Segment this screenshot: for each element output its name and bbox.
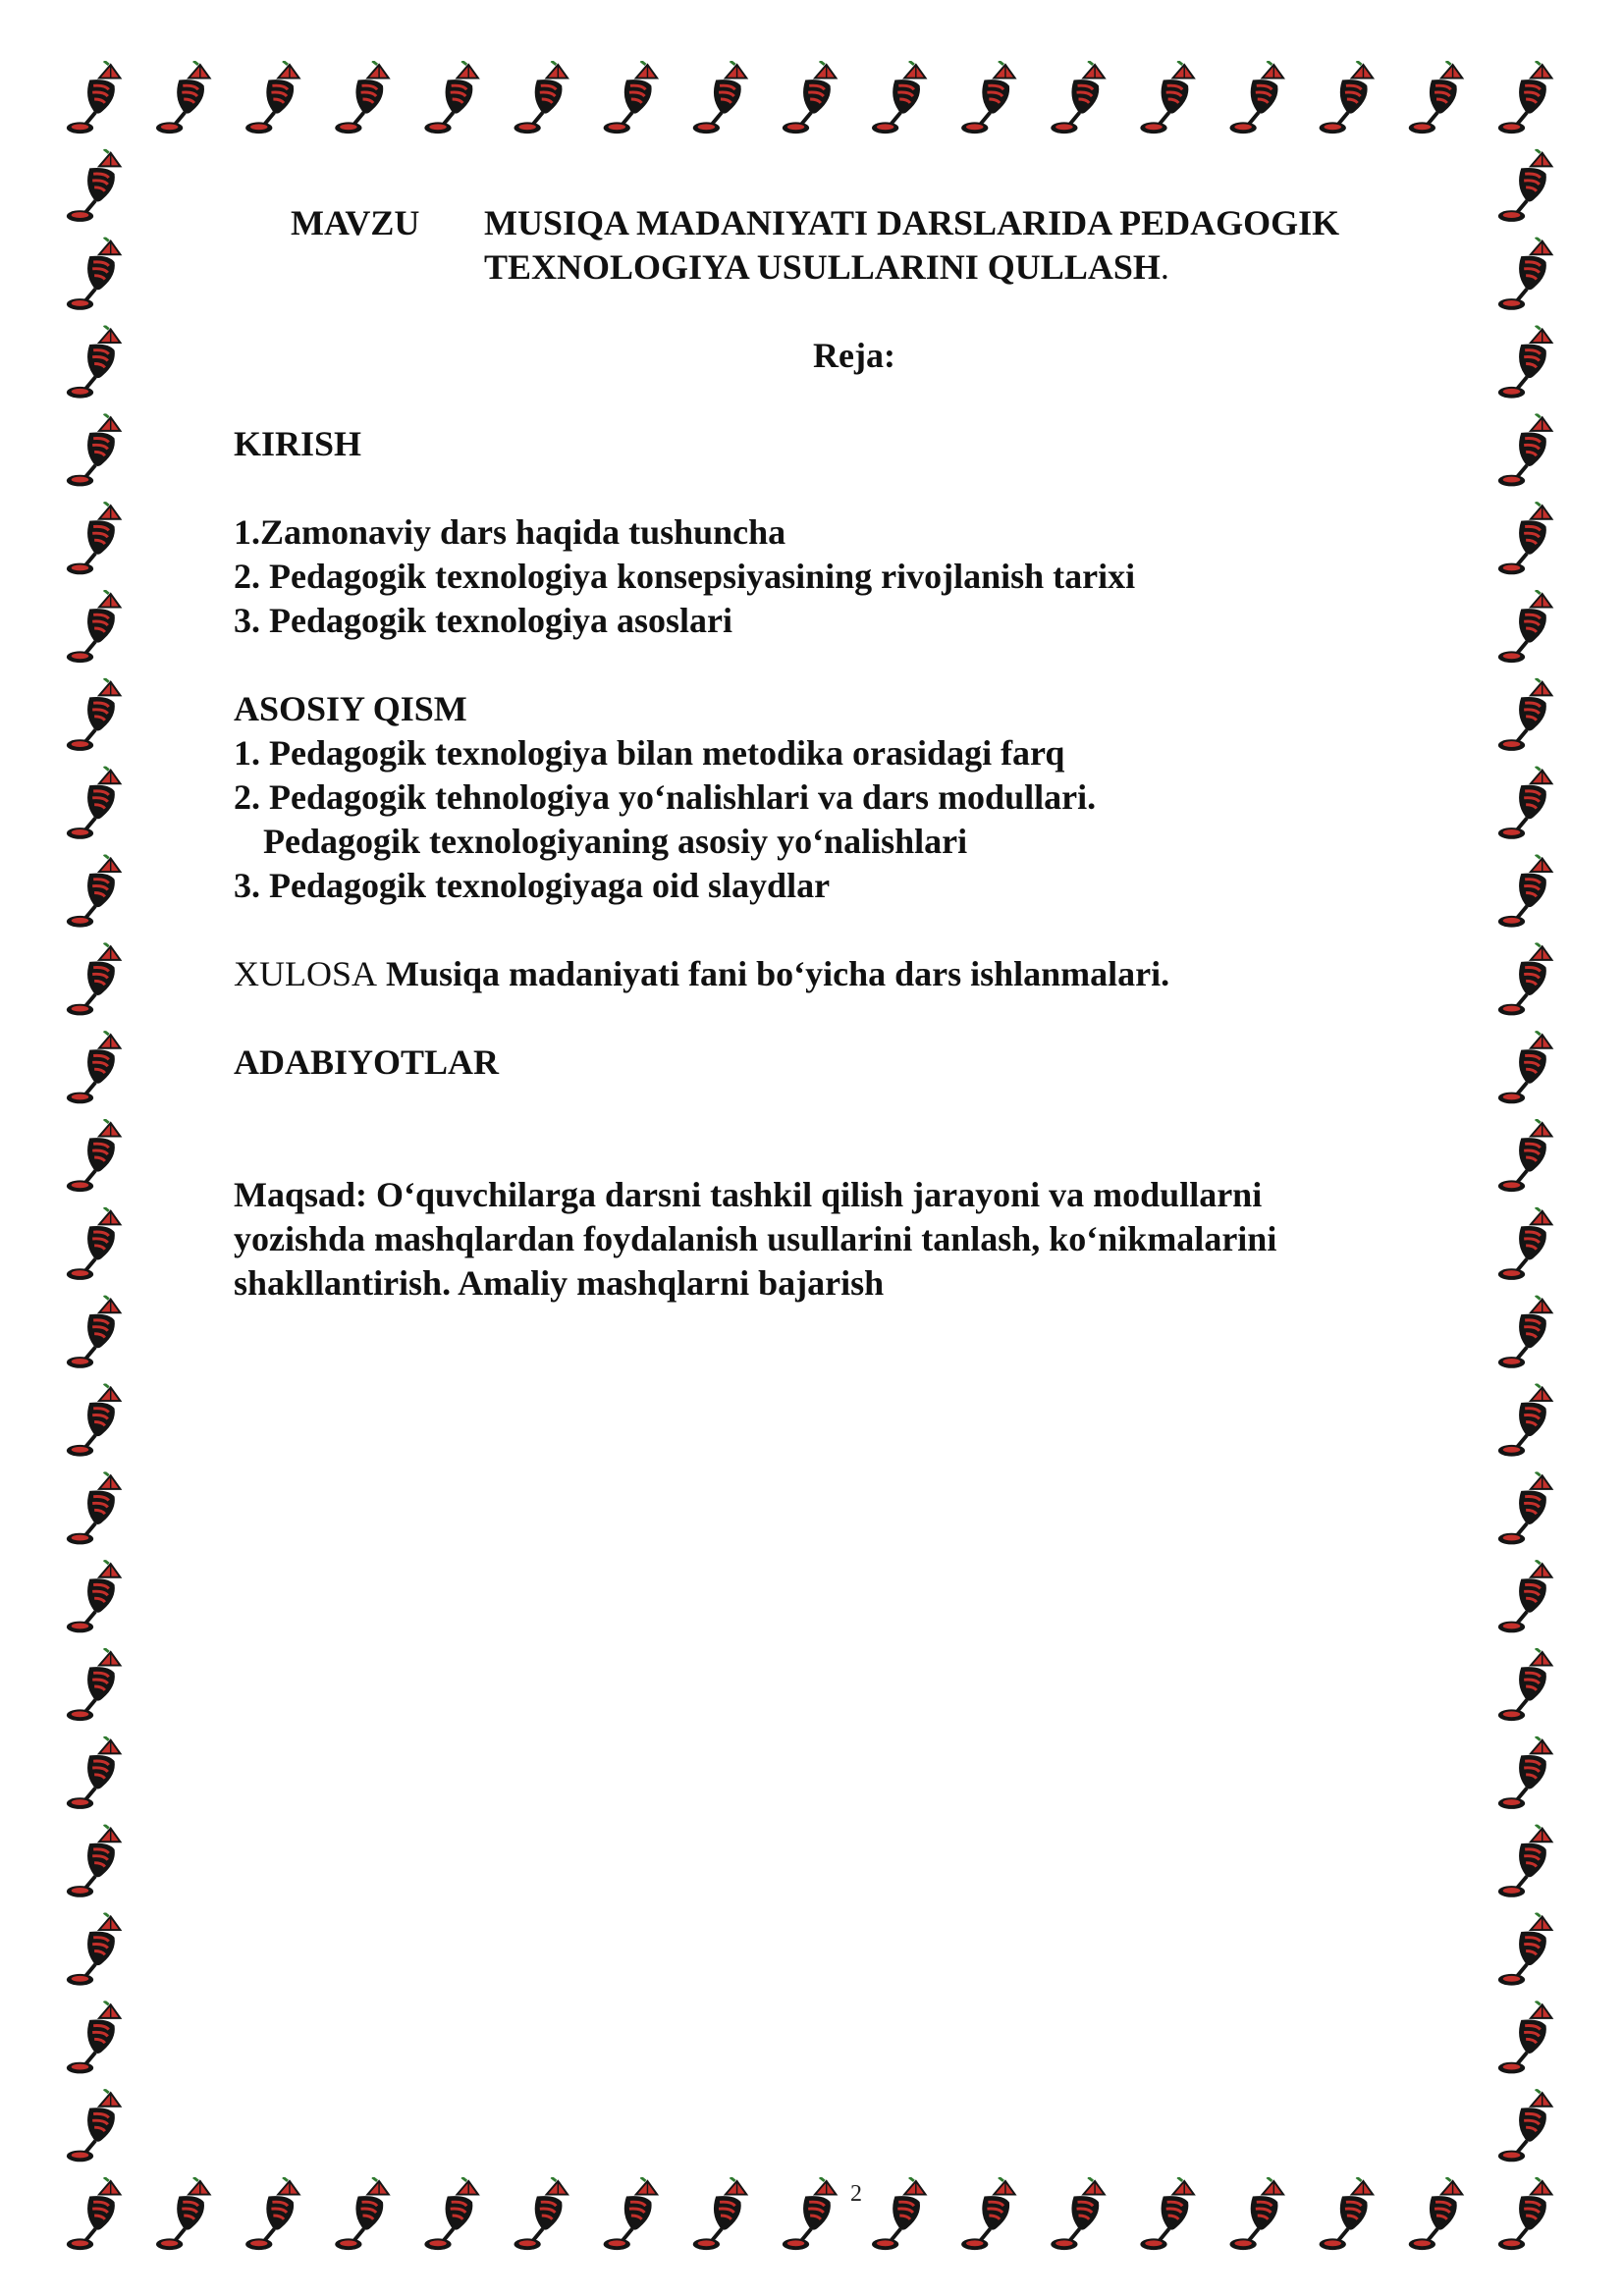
ornament-icon xyxy=(1498,238,1552,310)
ornament-icon xyxy=(67,1913,121,1986)
ornament-icon xyxy=(1140,61,1194,133)
ornament-icon xyxy=(1498,1471,1552,1544)
ornament-icon xyxy=(1498,1207,1552,1280)
ornament-icon xyxy=(245,61,299,133)
ornament-icon xyxy=(961,2177,1015,2250)
topic-label: MAVZU xyxy=(291,203,420,242)
ornament-icon xyxy=(783,61,837,133)
ornament-icon xyxy=(67,1560,121,1632)
ornament-icon xyxy=(1498,1119,1552,1192)
xulosa-line xyxy=(234,952,1169,996)
ornament-icon xyxy=(1498,678,1552,751)
ornament-icon xyxy=(514,61,568,133)
plan-heading: Reja: xyxy=(813,336,895,375)
ornament-icon xyxy=(1498,1648,1552,1721)
ornament-icon xyxy=(1409,61,1463,133)
ornament-icon xyxy=(961,61,1015,133)
ornament-icon xyxy=(693,61,747,133)
ornament-icon xyxy=(514,2177,568,2250)
ornament-icon xyxy=(693,2177,747,2250)
ornament-icon xyxy=(67,678,121,751)
ornament-icon xyxy=(1498,1825,1552,1897)
adabiyotlar-heading: ADABIYOTLAR xyxy=(234,1042,500,1082)
ornament-icon xyxy=(156,2177,210,2250)
asosiy-item-1: 1. Pedagogik texnologiya bilan metodika orasidagi farq xyxy=(234,733,1065,773)
xulosa-text: Musiqa madaniyati fani bo‘yicha dars ishlanmalari. xyxy=(377,954,1170,993)
ornament-icon xyxy=(1498,942,1552,1015)
ornament-icon xyxy=(1498,502,1552,574)
ornament-icon xyxy=(1051,61,1105,133)
ornament-icon xyxy=(67,413,121,486)
ornament-icon xyxy=(67,1119,121,1192)
maqsad-line-2: yozishda mashqlardan foydalanish usullarini tanlash, ko‘nikmalarini xyxy=(234,1219,1277,1258)
ornament-icon xyxy=(1498,2001,1552,2073)
ornament-icon xyxy=(245,2177,299,2250)
ornament-icon xyxy=(67,767,121,839)
ornament-icon xyxy=(1051,2177,1105,2250)
ornament-icon xyxy=(67,855,121,928)
ornament-icon xyxy=(424,61,478,133)
ornament-icon xyxy=(67,238,121,310)
ornament-icon xyxy=(67,1825,121,1897)
page-number: 2 xyxy=(850,2181,862,2207)
ornament-icon xyxy=(67,1031,121,1103)
ornament-icon xyxy=(1498,1031,1552,1103)
ornament-icon xyxy=(1498,1736,1552,1809)
ornament-icon xyxy=(67,61,121,133)
ornament-icon xyxy=(67,1471,121,1544)
ornament-icon xyxy=(1320,61,1374,133)
ornament-icon xyxy=(1498,61,1552,133)
kirish-item-2: 2. Pedagogik texnologiya konsepsiyasining rivojlanish tarixi xyxy=(234,557,1136,596)
ornament-icon xyxy=(604,61,658,133)
ornament-icon xyxy=(156,61,210,133)
ornament-icon xyxy=(1229,61,1283,133)
asosiy-item-2-sub: Pedagogik texnologiyaning asosiy yo‘nalishlari xyxy=(263,822,968,861)
ornament-icon xyxy=(1498,326,1552,399)
ornament-icon xyxy=(67,1384,121,1457)
ornament-icon xyxy=(1229,2177,1283,2250)
ornament-icon xyxy=(1498,590,1552,663)
ornament-icon xyxy=(67,942,121,1015)
asosiy-heading: ASOSIY QISM xyxy=(234,689,467,728)
ornament-icon xyxy=(1498,413,1552,486)
ornament-icon xyxy=(67,1736,121,1809)
ornament-icon xyxy=(67,1648,121,1721)
ornament-icon xyxy=(1498,2089,1552,2162)
ornament-icon xyxy=(872,2177,926,2250)
ornament-icon xyxy=(1320,2177,1374,2250)
ornament-icon xyxy=(335,61,389,133)
topic-text xyxy=(484,201,1339,290)
ornament-icon xyxy=(67,326,121,399)
ornament-icon xyxy=(1498,1384,1552,1457)
maqsad-line-3: shakllantirish. Amaliy mashqlarni bajarish xyxy=(234,1263,885,1303)
ornament-icon xyxy=(67,2177,121,2250)
ornament-icon xyxy=(67,590,121,663)
ornament-icon xyxy=(67,1296,121,1368)
ornament-icon xyxy=(1498,1560,1552,1632)
ornament-icon xyxy=(872,61,926,133)
maqsad-line-1: Maqsad: O‘quvchilarga darsni tashkil qilish jarayoni va modullarni xyxy=(234,1175,1263,1214)
kirish-item-1: 1.Zamonaviy dars haqida tushuncha xyxy=(234,512,786,552)
ornament-icon xyxy=(1409,2177,1463,2250)
asosiy-item-2: 2. Pedagogik tehnologiya yo‘nalishlari va dars modullari. xyxy=(234,777,1097,817)
ornament-icon xyxy=(604,2177,658,2250)
ornament-icon xyxy=(67,502,121,574)
asosiy-item-3: 3. Pedagogik texnologiyaga oid slaydlar xyxy=(234,866,831,905)
ornament-icon xyxy=(67,2089,121,2162)
ornament-icon xyxy=(1498,767,1552,839)
ornament-icon xyxy=(67,149,121,222)
ornament-icon xyxy=(424,2177,478,2250)
ornament-icon xyxy=(1140,2177,1194,2250)
ornament-icon xyxy=(67,1207,121,1280)
ornament-icon xyxy=(335,2177,389,2250)
ornament-icon xyxy=(1498,1913,1552,1986)
ornament-icon xyxy=(1498,2177,1552,2250)
ornament-icon xyxy=(1498,1296,1552,1368)
topic-line-1: MUSIQA MADANIYATI DARSLARIDA PEDAGOGIK xyxy=(484,203,1340,242)
ornament-icon xyxy=(67,2001,121,2073)
topic-line-2: TEXNOLOGIYA USULLARINI QULLASH. xyxy=(484,247,1169,287)
xulosa-label: XULOSA xyxy=(234,954,378,993)
ornament-icon xyxy=(1498,855,1552,928)
kirish-item-3: 3. Pedagogik texnologiya asoslari xyxy=(234,601,733,640)
ornament-icon xyxy=(1498,149,1552,222)
ornament-icon xyxy=(783,2177,837,2250)
kirish-heading: KIRISH xyxy=(234,424,362,463)
